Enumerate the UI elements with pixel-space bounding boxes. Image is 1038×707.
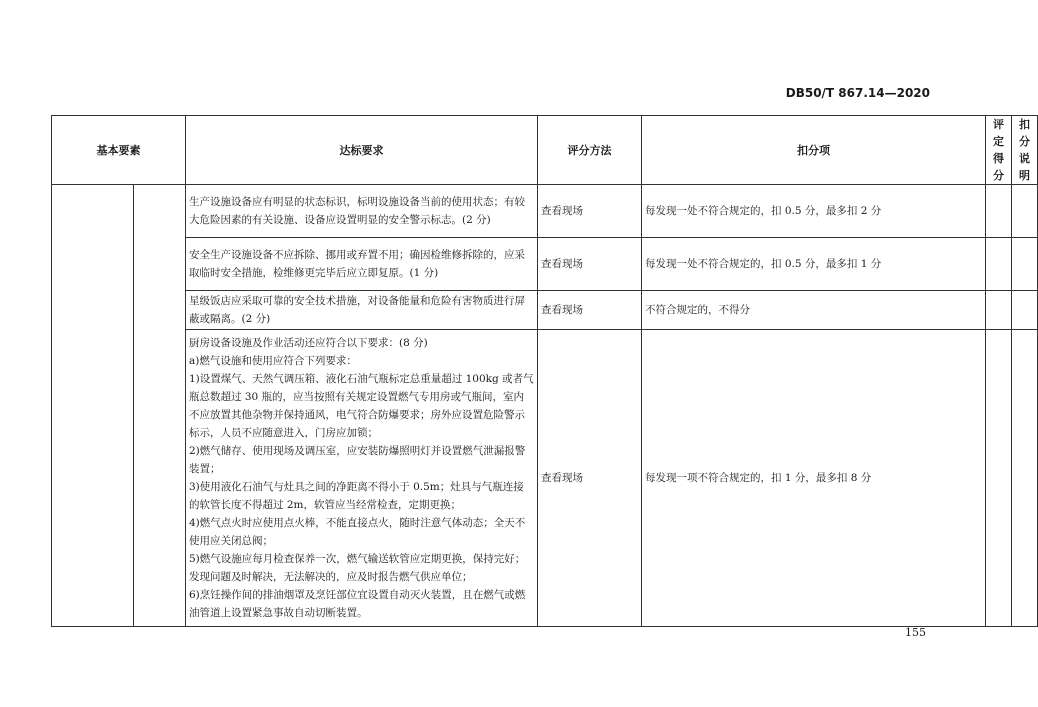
deduction-cell: 每发现一项不符合规定的，扣 1 分，最多扣 8 分 (642, 330, 986, 627)
requirement-line: 6)烹饪操作间的排油烟罩及烹饪部位宜设置自动灭火装置，且在燃气或燃油管道上设置紧急事故自动切断装置。 (189, 589, 526, 619)
header-score-line2: 得分 (993, 152, 1004, 182)
requirement-line: 厨房设备设施及作业活动还应符合以下要求：(8 分) (189, 337, 428, 349)
table-row (52, 330, 1038, 627)
header-method: 评分方法 (538, 116, 642, 185)
method-cell: 查看现场 (538, 330, 642, 627)
header-score-line1: 评定 (993, 118, 1004, 148)
requirement-line: a)燃气设施和使用应符合下列要求： (189, 355, 357, 367)
requirement-cell: 安全生产设施设备不应拆除、挪用或弃置不用；确因检维修拆除的，应采取临时安全措施，检维修更完毕后应立即复原。(1 分) (186, 238, 538, 291)
method-cell: 查看现场 (538, 238, 642, 291)
page-number: 155 (905, 626, 926, 639)
note-cell (1012, 291, 1038, 330)
header-requirement: 达标要求 (186, 116, 538, 185)
deduction-cell: 每发现一处不符合规定的，扣 0.5 分，最多扣 2 分 (642, 185, 986, 238)
score-cell (986, 185, 1012, 238)
scoring-table (51, 115, 1038, 627)
note-cell (1012, 330, 1038, 627)
note-cell (1012, 238, 1038, 291)
basic-element-cell (52, 185, 134, 627)
requirement-line: 3)使用液化石油气与灶具之间的净距离不得小于 0.5m；灶具与气瓶连接的软管长度不得超过 2m，软管应当经常检查，定期更换； (189, 481, 524, 511)
requirement-line: 4)燃气点火时应使用点火棒，不能直接点火，随时注意气体动态；全天不使用应关闭总阀； (189, 517, 526, 547)
score-cell (986, 291, 1012, 330)
requirement-cell (186, 330, 538, 627)
requirement-line: 2)燃气储存、使用现场及调压室，应安装防爆照明灯并设置燃气泄漏报警装置； (189, 445, 526, 475)
requirement-line: 1)设置煤气、天然气调压箱、液化石油气瓶标定总重量超过 100kg 或者气瓶总数超过 30 瓶的，应当按照有关规定设置燃气专用房或气瓶间，室内不应放置其他杂物并保持通风，电气符合防爆要求；房外应设置危险警示标示，人员不应随意进入，门房应加锁； (189, 373, 534, 439)
table-header-row (52, 116, 1038, 185)
header-note (1012, 116, 1038, 185)
sub-element-cell (134, 185, 186, 627)
method-cell: 查看现场 (538, 291, 642, 330)
header-note-line2: 说明 (1019, 152, 1030, 182)
table-row (52, 238, 1038, 291)
table-row (52, 291, 1038, 330)
score-cell (986, 238, 1012, 291)
header-score (986, 116, 1012, 185)
header-note-line1: 扣分 (1019, 118, 1030, 148)
header-basic-elements: 基本要素 (52, 116, 186, 185)
requirement-cell: 星级饭店应采取可靠的安全技术措施，对设备能量和危险有害物质进行屏蔽或隔离。(2 分) (186, 291, 538, 330)
score-cell (986, 330, 1012, 627)
header-deduction: 扣分项 (642, 116, 986, 185)
deduction-cell: 不符合规定的，不得分 (642, 291, 986, 330)
table-row (52, 185, 1038, 238)
requirement-line: 5)燃气设施应每月检查保养一次，燃气输送软管应定期更换，保持完好；发现问题及时解决，无法解决的，应及时报告燃气供应单位； (189, 553, 526, 583)
document-code: DB50/T 867.14—2020 (785, 86, 930, 100)
deduction-cell: 每发现一处不符合规定的，扣 0.5 分，最多扣 1 分 (642, 238, 986, 291)
method-cell: 查看现场 (538, 185, 642, 238)
note-cell (1012, 185, 1038, 238)
requirement-cell: 生产设施设备应有明显的状态标识，标明设施设备当前的使用状态；有较大危险因素的有关设施、设备应设置明显的安全警示标志。(2 分) (186, 185, 538, 238)
